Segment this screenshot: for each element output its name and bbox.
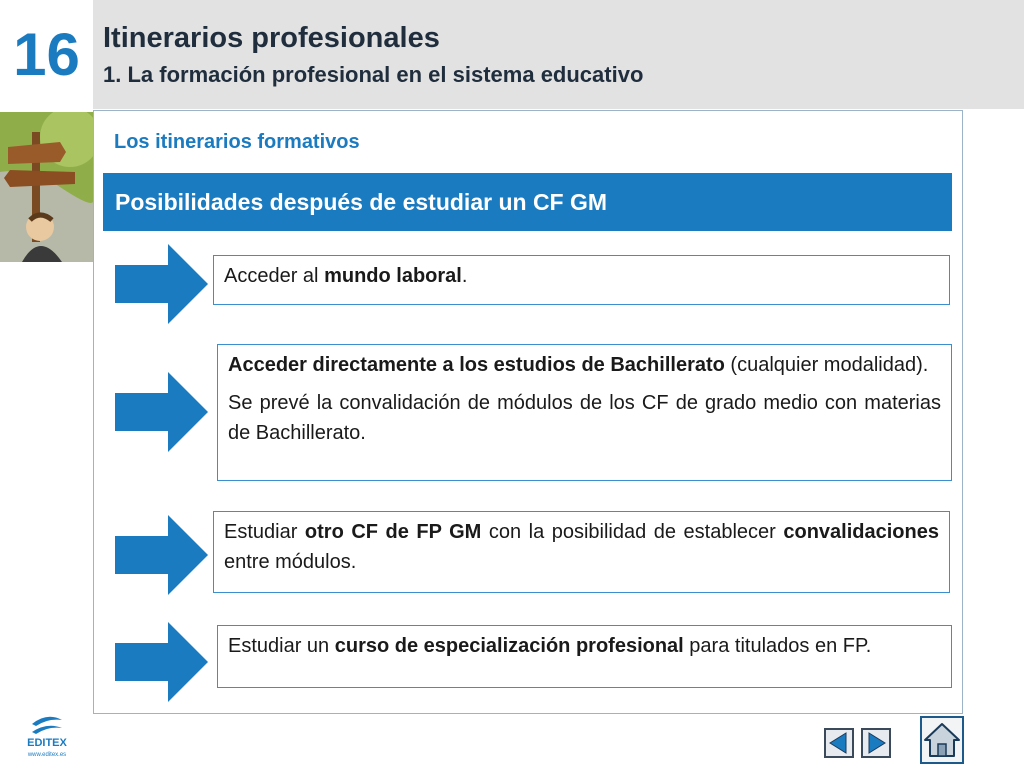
card-text: Estudiar un curso de especialización profesional para titulados en FP. (228, 635, 872, 657)
section-label: Los itinerarios formativos (114, 131, 360, 153)
option-card-specialization (217, 625, 952, 688)
page-title: Itinerarios profesionales (103, 22, 440, 54)
arrow-right-icon (115, 515, 208, 595)
unit-number: 16 (13, 21, 80, 88)
svg-text:EDITEX: EDITEX (27, 737, 67, 749)
option-card-other-cf (213, 511, 950, 593)
arrow-right-icon (115, 622, 208, 702)
editex-logo (18, 710, 76, 760)
svg-text:www.editex.es: www.editex.es (27, 752, 67, 758)
prev-button[interactable] (824, 728, 854, 758)
card-text: Se prevé la convalidación de módulos de los CF de grado medio con materias de Bachillerato. (228, 392, 941, 444)
arrow-right-icon (115, 372, 208, 452)
signpost-illustration (0, 112, 93, 262)
page-subtitle: 1. La formación profesional en el sistema educativo (103, 62, 644, 87)
option-card-bachillerato (217, 344, 952, 481)
section-banner: Posibilidades después de estudiar un CF GM (103, 173, 952, 231)
home-button[interactable] (920, 716, 964, 764)
card-text: Acceder directamente a los estudios de Bachillerato (cualquier modalidad). (228, 354, 929, 376)
arrow-right-icon (115, 244, 208, 324)
card-text: Acceder al mundo laboral. (224, 265, 468, 287)
option-card-labor (213, 255, 950, 305)
card-text: Estudiar otro CF de FP GM con la posibilidad de establecer convalidaciones entre módulos. (224, 521, 939, 573)
next-button[interactable] (861, 728, 891, 758)
